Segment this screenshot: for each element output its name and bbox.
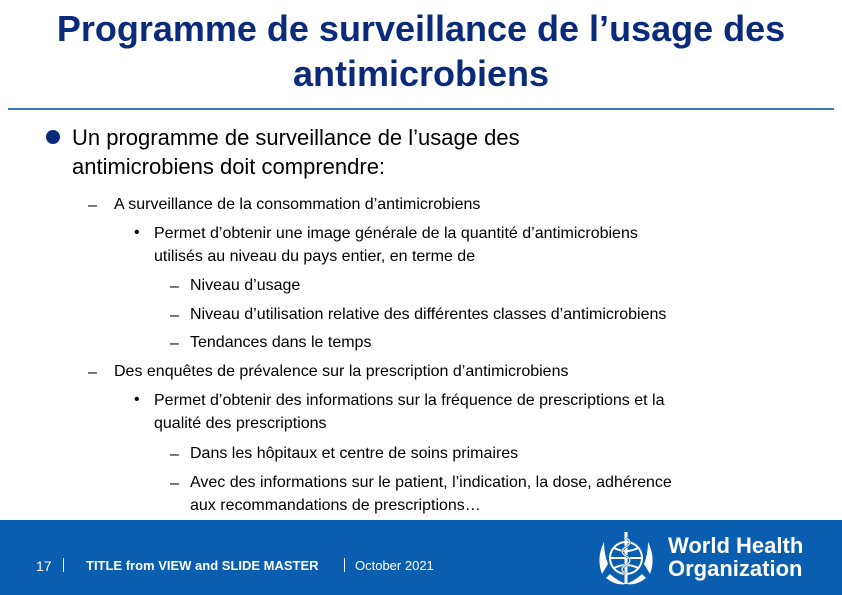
item-b-sub-1: Dans les hôpitaux et centre de soins primaires (190, 445, 519, 462)
intro-line-2: antimicrobiens doit comprendre: (72, 154, 386, 179)
footer-separator (63, 558, 64, 572)
item-b-sub-2-line-2: aux recommandations de prescriptions… (190, 497, 481, 514)
org-name-line-2: Organization (668, 556, 803, 581)
dash-marker: – (170, 335, 179, 352)
slide-title-line-1: Programme de surveillance de l’usage des (56, 8, 786, 49)
page-number: 17 (36, 558, 52, 574)
dash-marker: – (170, 475, 179, 492)
slide-footer (0, 520, 842, 595)
dash-marker: – (170, 446, 179, 463)
slide-title-line-2: antimicrobiens (292, 53, 550, 94)
who-wordmark (668, 534, 803, 580)
item-b-sub-2-line-1: Avec des informations sur le patient, l’indication, la dose, adhérence (190, 474, 672, 491)
item-a-bullet-line-1: Permet d’obtenir une image générale de la quantité d’antimicrobiens (154, 225, 638, 242)
bullet-marker: • (134, 391, 140, 408)
footer-title: TITLE from VIEW and SLIDE MASTER (86, 558, 319, 573)
footer-separator (344, 558, 345, 572)
org-name-line-1: World Health (668, 533, 804, 558)
intro-text (72, 123, 772, 181)
who-emblem-icon (592, 524, 660, 592)
bullet-marker: • (134, 224, 140, 241)
dash-marker: – (88, 197, 97, 214)
item-a-sub-1: Niveau d’usage (190, 277, 301, 294)
dash-marker: – (170, 307, 179, 324)
item-a-text: A surveillance de la consommation d’antimicrobiens (114, 196, 481, 213)
footer-date: October 2021 (355, 558, 434, 573)
dash-marker: – (170, 278, 179, 295)
item-a-sub-3: Tendances dans le temps (190, 334, 372, 351)
item-a-sub-2: Niveau d’utilisation relative des différentes classes d’antimicrobiens (190, 306, 667, 323)
bullet-dot-icon (46, 130, 60, 144)
item-b-text: Des enquêtes de prévalence sur la prescription d’antimicrobiens (114, 363, 569, 380)
item-b-bullet-line-2: qualité des prescriptions (154, 415, 327, 432)
dash-marker: – (88, 364, 97, 381)
intro-line-1: Un programme de surveillance de l’usage des (72, 125, 520, 150)
item-a-bullet-line-2: utilisés au niveau du pays entier, en terme de (154, 248, 476, 265)
item-b-bullet-line-1: Permet d’obtenir des informations sur la fréquence de prescriptions et la (154, 392, 665, 409)
